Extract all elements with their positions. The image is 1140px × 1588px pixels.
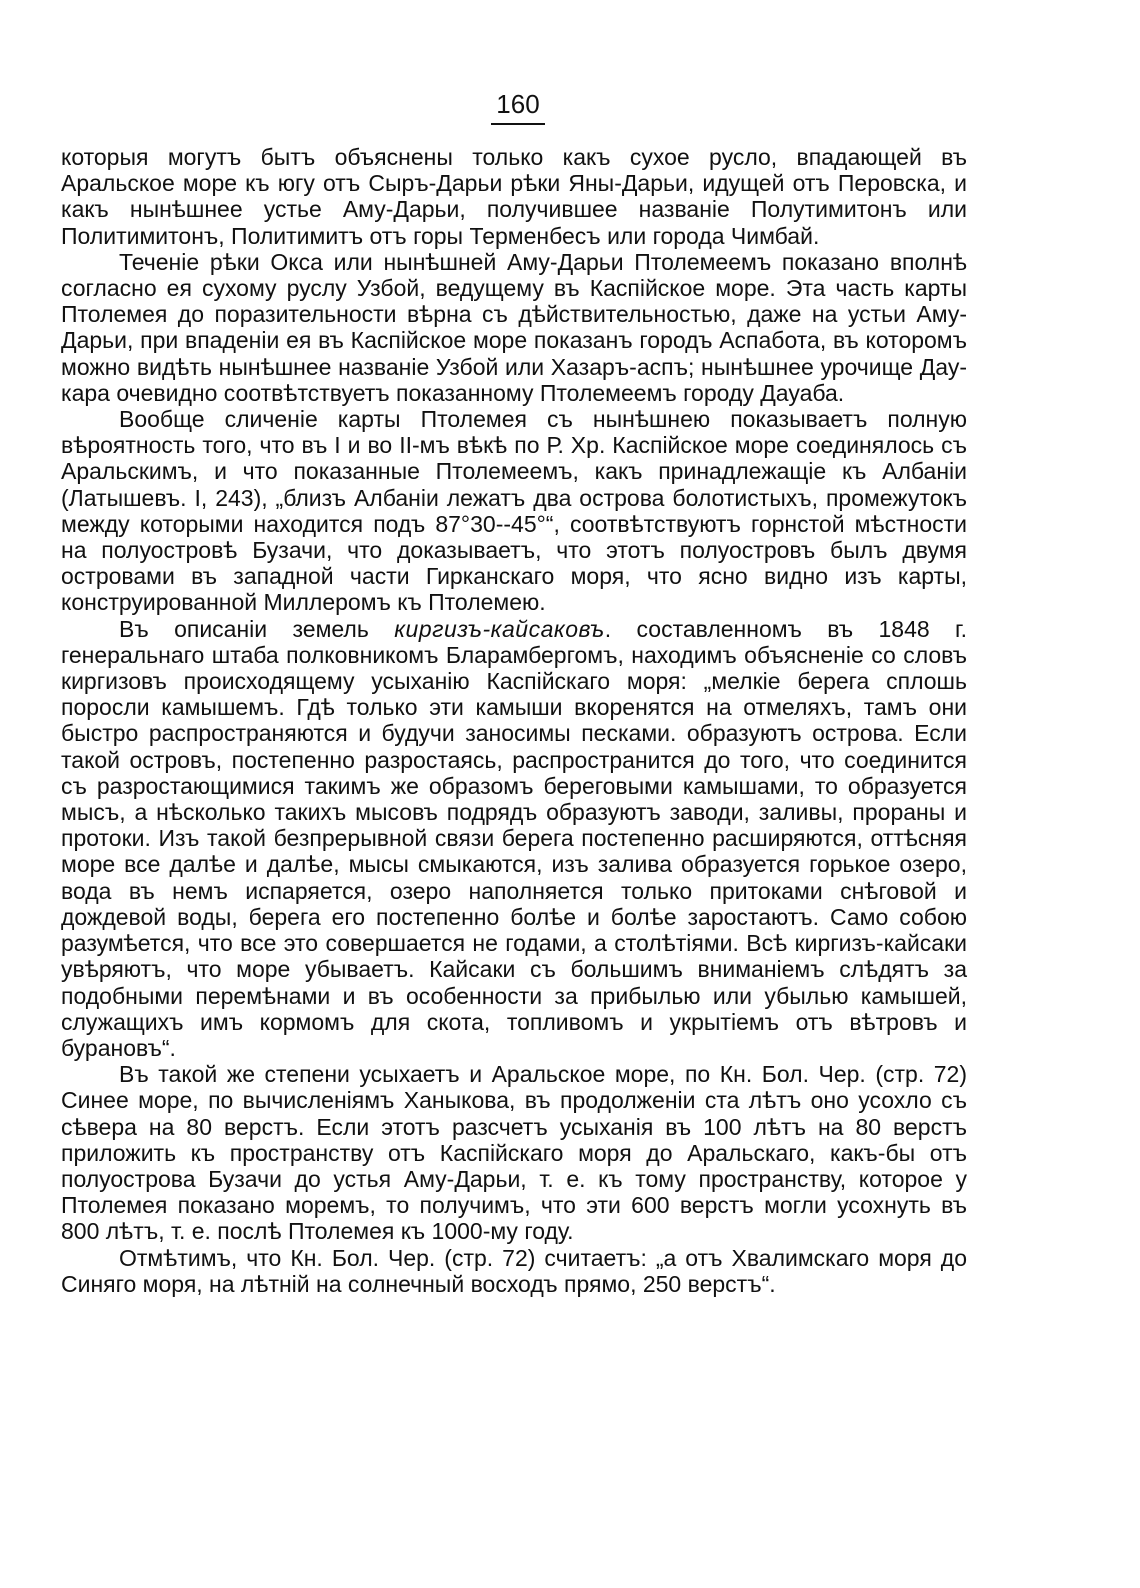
paragraph-6 [61,1245,967,1297]
paragraph-1 [61,144,967,249]
paragraph-4-text-start: Въ описаніи земель [119,615,395,642]
paragraph-4-text-end: . составленномъ въ 1848 г. генеральнаго штаба полковникомъ Бларамбергомъ, находимъ объясненіе со словъ киргизовъ происходящему усыханію Каспійскаго моря: „мелкіе берега сплошь поросли камышемъ. Гдѣ только эти камыши вкоренятся на отмеляхъ, тамъ они быстро распространяются и будучи заносимы песками. образуютъ острова. Если такой островъ, постепенно разростаясь, распространится до того, что соединится съ разростающимися такимъ же образомъ береговыми камышами, то образуется мысъ, а нѣсколько такихъ мысовъ подрядъ образуютъ заводи, заливы, прораны и протоки. Изъ такой безпрерывной связи берега постепенно расширяются, оттѣсняя море все далѣе и далѣе, мысы смыкаются, изъ залива образуется горькое озеро, вода въ немъ испаряется, озеро наполняется только притоками снѣговой и дождевой воды, берега его постепенно болѣе и болѣе заростаютъ. Само собою разумѣется, что все это совершается не годами, а столѣтіями. Всѣ киргизъ-кайсаки увѣряютъ, что море убываетъ. Кайсаки съ большимъ вниманіемъ слѣдятъ за подобными перемѣнами и въ особенности за прибылью или убылью камышей, служащихъ имъ кормомъ для скота, топливомъ и укрытіемъ отъ вѣтровъ и бурановъ“. [61,615,967,1061]
paragraph-4 [61,616,967,1061]
paragraph-3 [61,406,967,616]
page-number-underline [491,123,545,125]
paragraph-3-text: Вообще сличеніе карты Птолемея съ нынѣшнею показываетъ полную вѣроятность того, что въ I и во II-мъ вѣкѣ по Р. Хр. Каспійское море соединялось съ Аральскимъ, и что показанные Птолемеемъ, какъ принадлежащіе къ Албаніи (Латышевъ. I, 243), „близъ Албаніи лежатъ два острова болотистыхъ, промежутокъ между которыми находится подъ 87°30--45°“, соотвѣтствуютъ горнстой мѣстности на полуостровѣ Бузачи, что доказываетъ, что этотъ полуостровъ былъ двумя островами въ западной части Гирканскаго моря, что ясно видно изъ карты, конструированной Миллеромъ къ Птолемею. [61,406,967,616]
paragraph-6-text: Отмѣтимъ, что Кн. Бол. Чер. (стр. 72) считаетъ: „а отъ Хвалимскаго моря до Синяго моря, на лѣтній на солнечный восходъ прямо, 250 верстъ“. [61,1244,967,1297]
paragraph-2 [61,249,967,406]
body-text [61,144,967,1297]
paragraph-1-text: которыя могутъ бытъ объяснены только какъ сухое русло, впадающей въ Аральское море къ югу отъ Сыръ-Дарьи рѣки Яны-Дарьи, идущей отъ Перовска, и какъ нынѣшнее устье Аму-Дарьи, получившее названіе Полутимитонъ или Политимитонъ, Политимитъ отъ горы Терменбесъ или города Чимбай. [61,144,967,249]
paragraph-4-italic-term: киргизъ-кайсаковъ [394,615,605,642]
paragraph-5-text: Въ такой же степени усыхаетъ и Аральское море, по Кн. Бол. Чер. (стр. 72) Синее море, по вычисленіямъ Ханыкова, въ продолженіи ста лѣтъ оно усохло съ сѣвера на 80 верстъ. Если этотъ разсчетъ усыханія въ 100 лѣтъ на 80 верстъ приложить къ пространству отъ Каспійскаго моря до Аральскаго, какъ-бы отъ полуострова Бузачи до устья Аму-Дарьи, т. е. къ тому пространству, которое у Птолемея показано моремъ, то получимъ, что эти 600 верстъ могли усохнуть въ 800 лѣтъ, т. е. послѣ Птолемея къ 1000-му году. [61,1061,967,1245]
paragraph-5 [61,1061,967,1244]
page-number: 160 [496,89,540,119]
paragraph-2-text: Теченіе рѣки Окса или нынѣшней Аму-Дарьи Птолемеемъ показано вполнѣ согласно ея сухому руслу Узбой, ведущему въ Каспійское море. Эта часть карты Птолемея до поразительности вѣрна съ дѣйствительностью, даже на устьи Аму-Дарьи, при впаденіи ея въ Каспійское море показанъ городъ Аспабота, въ которомъ можно видѣть нынѣшнее названіе Узбой или Хазаръ-аспъ; нынѣшнее урочище Дау-кара очевидно соотвѣтствуетъ показанному Птолемеемъ городу Дауаба. [61,248,967,406]
